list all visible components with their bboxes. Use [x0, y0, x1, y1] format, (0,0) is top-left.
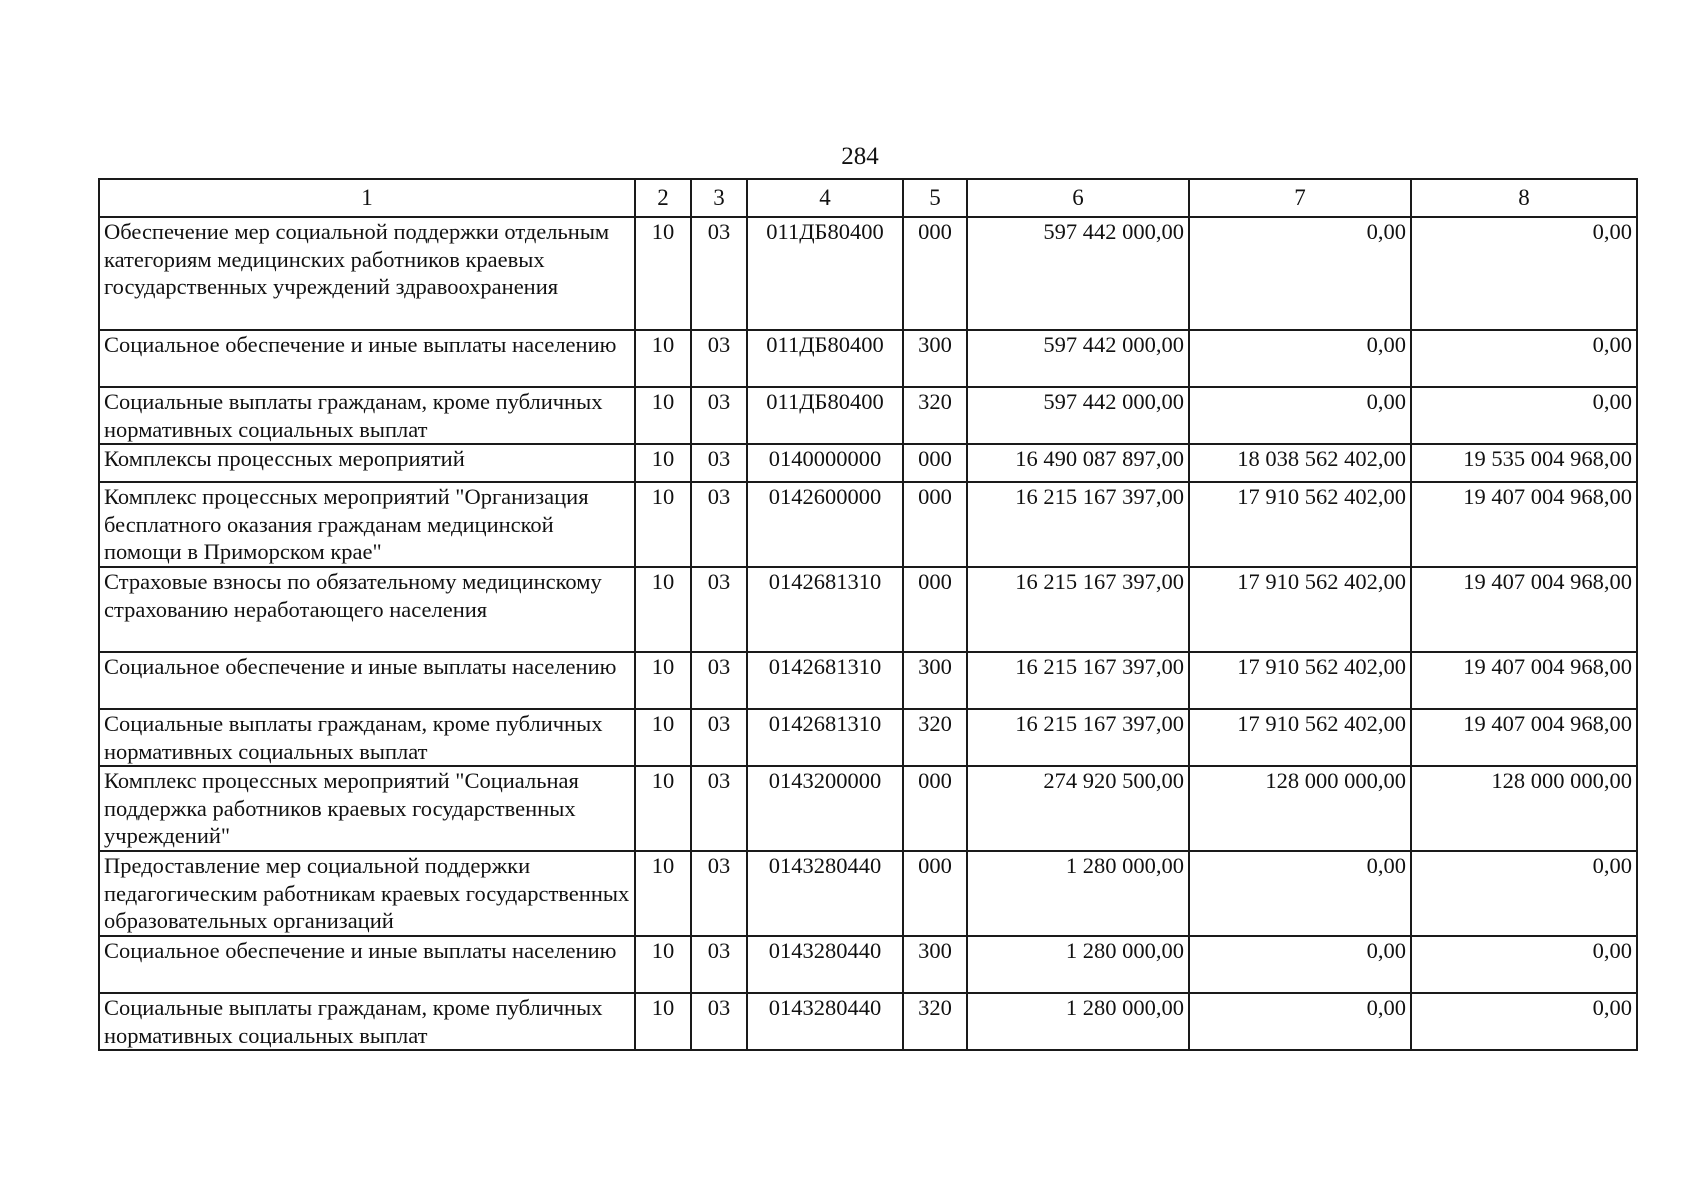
- row-subsection: 03: [691, 652, 747, 709]
- row-amount-8: 0,00: [1411, 330, 1637, 387]
- row-section: 10: [635, 652, 691, 709]
- column-header-1: 1: [99, 179, 635, 217]
- column-header-2: 2: [635, 179, 691, 217]
- table-row: [99, 652, 1637, 709]
- row-target-code: 0143280440: [747, 993, 903, 1050]
- row-subsection: 03: [691, 444, 747, 482]
- row-amount-6: 16 490 087 897,00: [967, 444, 1189, 482]
- table-row: [99, 709, 1637, 766]
- row-section: 10: [635, 851, 691, 936]
- row-name: Социальное обеспечение и иные выплаты населению: [99, 330, 635, 387]
- row-section: 10: [635, 709, 691, 766]
- row-amount-6: 1 280 000,00: [967, 936, 1189, 993]
- row-expense-type: 300: [903, 936, 967, 993]
- row-amount-7: 17 910 562 402,00: [1189, 567, 1411, 652]
- row-amount-8: 19 535 004 968,00: [1411, 444, 1637, 482]
- table-row: [99, 567, 1637, 652]
- row-amount-8: 19 407 004 968,00: [1411, 652, 1637, 709]
- row-amount-6: 16 215 167 397,00: [967, 482, 1189, 567]
- row-target-code: 0143280440: [747, 936, 903, 993]
- row-subsection: 03: [691, 851, 747, 936]
- row-expense-type: 000: [903, 444, 967, 482]
- column-header-3: 3: [691, 179, 747, 217]
- row-amount-7: 0,00: [1189, 936, 1411, 993]
- row-amount-7: 0,00: [1189, 851, 1411, 936]
- row-section: 10: [635, 482, 691, 567]
- row-amount-8: 0,00: [1411, 387, 1637, 444]
- row-subsection: 03: [691, 936, 747, 993]
- table-header-row: [99, 179, 1637, 217]
- row-name: Социальные выплаты гражданам, кроме публичных нормативных социальных выплат: [99, 993, 635, 1050]
- row-name: Страховые взносы по обязательному медицинскому страхованию неработающего населения: [99, 567, 635, 652]
- table-row: [99, 444, 1637, 482]
- row-section: 10: [635, 217, 691, 330]
- row-subsection: 03: [691, 330, 747, 387]
- row-amount-6: 597 442 000,00: [967, 387, 1189, 444]
- row-target-code: 0140000000: [747, 444, 903, 482]
- row-expense-type: 000: [903, 482, 967, 567]
- row-amount-8: 128 000 000,00: [1411, 766, 1637, 851]
- table-row: [99, 217, 1637, 330]
- row-name: Комплекс процессных мероприятий "Социальная поддержка работников краевых государственных учреждений": [99, 766, 635, 851]
- row-name: Социальное обеспечение и иные выплаты населению: [99, 652, 635, 709]
- row-amount-8: 0,00: [1411, 217, 1637, 330]
- row-section: 10: [635, 330, 691, 387]
- row-amount-6: 1 280 000,00: [967, 851, 1189, 936]
- row-name: Обеспечение мер социальной поддержки отдельным категориям медицинских работников краевых государственных учреждений здравоохранения: [99, 217, 635, 330]
- row-amount-8: 19 407 004 968,00: [1411, 567, 1637, 652]
- row-amount-7: 17 910 562 402,00: [1189, 709, 1411, 766]
- row-expense-type: 320: [903, 709, 967, 766]
- row-target-code: 0142600000: [747, 482, 903, 567]
- row-subsection: 03: [691, 709, 747, 766]
- row-amount-7: 18 038 562 402,00: [1189, 444, 1411, 482]
- row-amount-7: 0,00: [1189, 993, 1411, 1050]
- row-amount-7: 17 910 562 402,00: [1189, 482, 1411, 567]
- row-amount-8: 0,00: [1411, 936, 1637, 993]
- row-section: 10: [635, 993, 691, 1050]
- table-row: [99, 330, 1637, 387]
- table-row: [99, 387, 1637, 444]
- column-header-4: 4: [747, 179, 903, 217]
- row-target-code: 0142681310: [747, 652, 903, 709]
- row-amount-6: 16 215 167 397,00: [967, 567, 1189, 652]
- row-section: 10: [635, 387, 691, 444]
- row-expense-type: 000: [903, 851, 967, 936]
- row-subsection: 03: [691, 482, 747, 567]
- row-subsection: 03: [691, 766, 747, 851]
- row-amount-6: 597 442 000,00: [967, 217, 1189, 330]
- row-amount-6: 274 920 500,00: [967, 766, 1189, 851]
- row-amount-7: 17 910 562 402,00: [1189, 652, 1411, 709]
- row-amount-6: 16 215 167 397,00: [967, 652, 1189, 709]
- column-header-5: 5: [903, 179, 967, 217]
- row-target-code: 0143280440: [747, 851, 903, 936]
- row-amount-7: 0,00: [1189, 217, 1411, 330]
- row-amount-8: 0,00: [1411, 993, 1637, 1050]
- row-amount-7: 0,00: [1189, 387, 1411, 444]
- table-row: [99, 936, 1637, 993]
- row-name: Предоставление мер социальной поддержки педагогическим работникам краевых государственных образовательных организаций: [99, 851, 635, 936]
- row-name: Комплексы процессных мероприятий: [99, 444, 635, 482]
- row-amount-8: 19 407 004 968,00: [1411, 709, 1637, 766]
- row-section: 10: [635, 567, 691, 652]
- row-name: Социальные выплаты гражданам, кроме публичных нормативных социальных выплат: [99, 387, 635, 444]
- row-amount-6: 16 215 167 397,00: [967, 709, 1189, 766]
- row-expense-type: 000: [903, 217, 967, 330]
- table-row: [99, 766, 1637, 851]
- row-target-code: 0142681310: [747, 709, 903, 766]
- row-expense-type: 300: [903, 652, 967, 709]
- row-amount-6: 1 280 000,00: [967, 993, 1189, 1050]
- row-expense-type: 300: [903, 330, 967, 387]
- row-subsection: 03: [691, 567, 747, 652]
- row-target-code: 0142681310: [747, 567, 903, 652]
- row-amount-7: 128 000 000,00: [1189, 766, 1411, 851]
- column-header-7: 7: [1189, 179, 1411, 217]
- row-expense-type: 000: [903, 567, 967, 652]
- row-target-code: 011ДБ80400: [747, 330, 903, 387]
- row-name: Комплекс процессных мероприятий "Организация бесплатного оказания гражданам медицинской помощи в Приморском крае": [99, 482, 635, 567]
- row-expense-type: 320: [903, 387, 967, 444]
- row-amount-8: 0,00: [1411, 851, 1637, 936]
- budget-table: [98, 178, 1638, 1051]
- row-amount-6: 597 442 000,00: [967, 330, 1189, 387]
- table-row: [99, 851, 1637, 936]
- table-row: [99, 482, 1637, 567]
- row-name: Социальное обеспечение и иные выплаты населению: [99, 936, 635, 993]
- row-section: 10: [635, 936, 691, 993]
- row-target-code: 0143200000: [747, 766, 903, 851]
- row-section: 10: [635, 766, 691, 851]
- row-subsection: 03: [691, 217, 747, 330]
- row-target-code: 011ДБ80400: [747, 217, 903, 330]
- row-section: 10: [635, 444, 691, 482]
- row-subsection: 03: [691, 993, 747, 1050]
- row-expense-type: 320: [903, 993, 967, 1050]
- row-amount-7: 0,00: [1189, 330, 1411, 387]
- table-row: [99, 993, 1637, 1050]
- row-subsection: 03: [691, 387, 747, 444]
- page-number: 284: [841, 143, 879, 170]
- row-target-code: 011ДБ80400: [747, 387, 903, 444]
- column-header-6: 6: [967, 179, 1189, 217]
- column-header-8: 8: [1411, 179, 1637, 217]
- row-expense-type: 000: [903, 766, 967, 851]
- row-amount-8: 19 407 004 968,00: [1411, 482, 1637, 567]
- row-name: Социальные выплаты гражданам, кроме публичных нормативных социальных выплат: [99, 709, 635, 766]
